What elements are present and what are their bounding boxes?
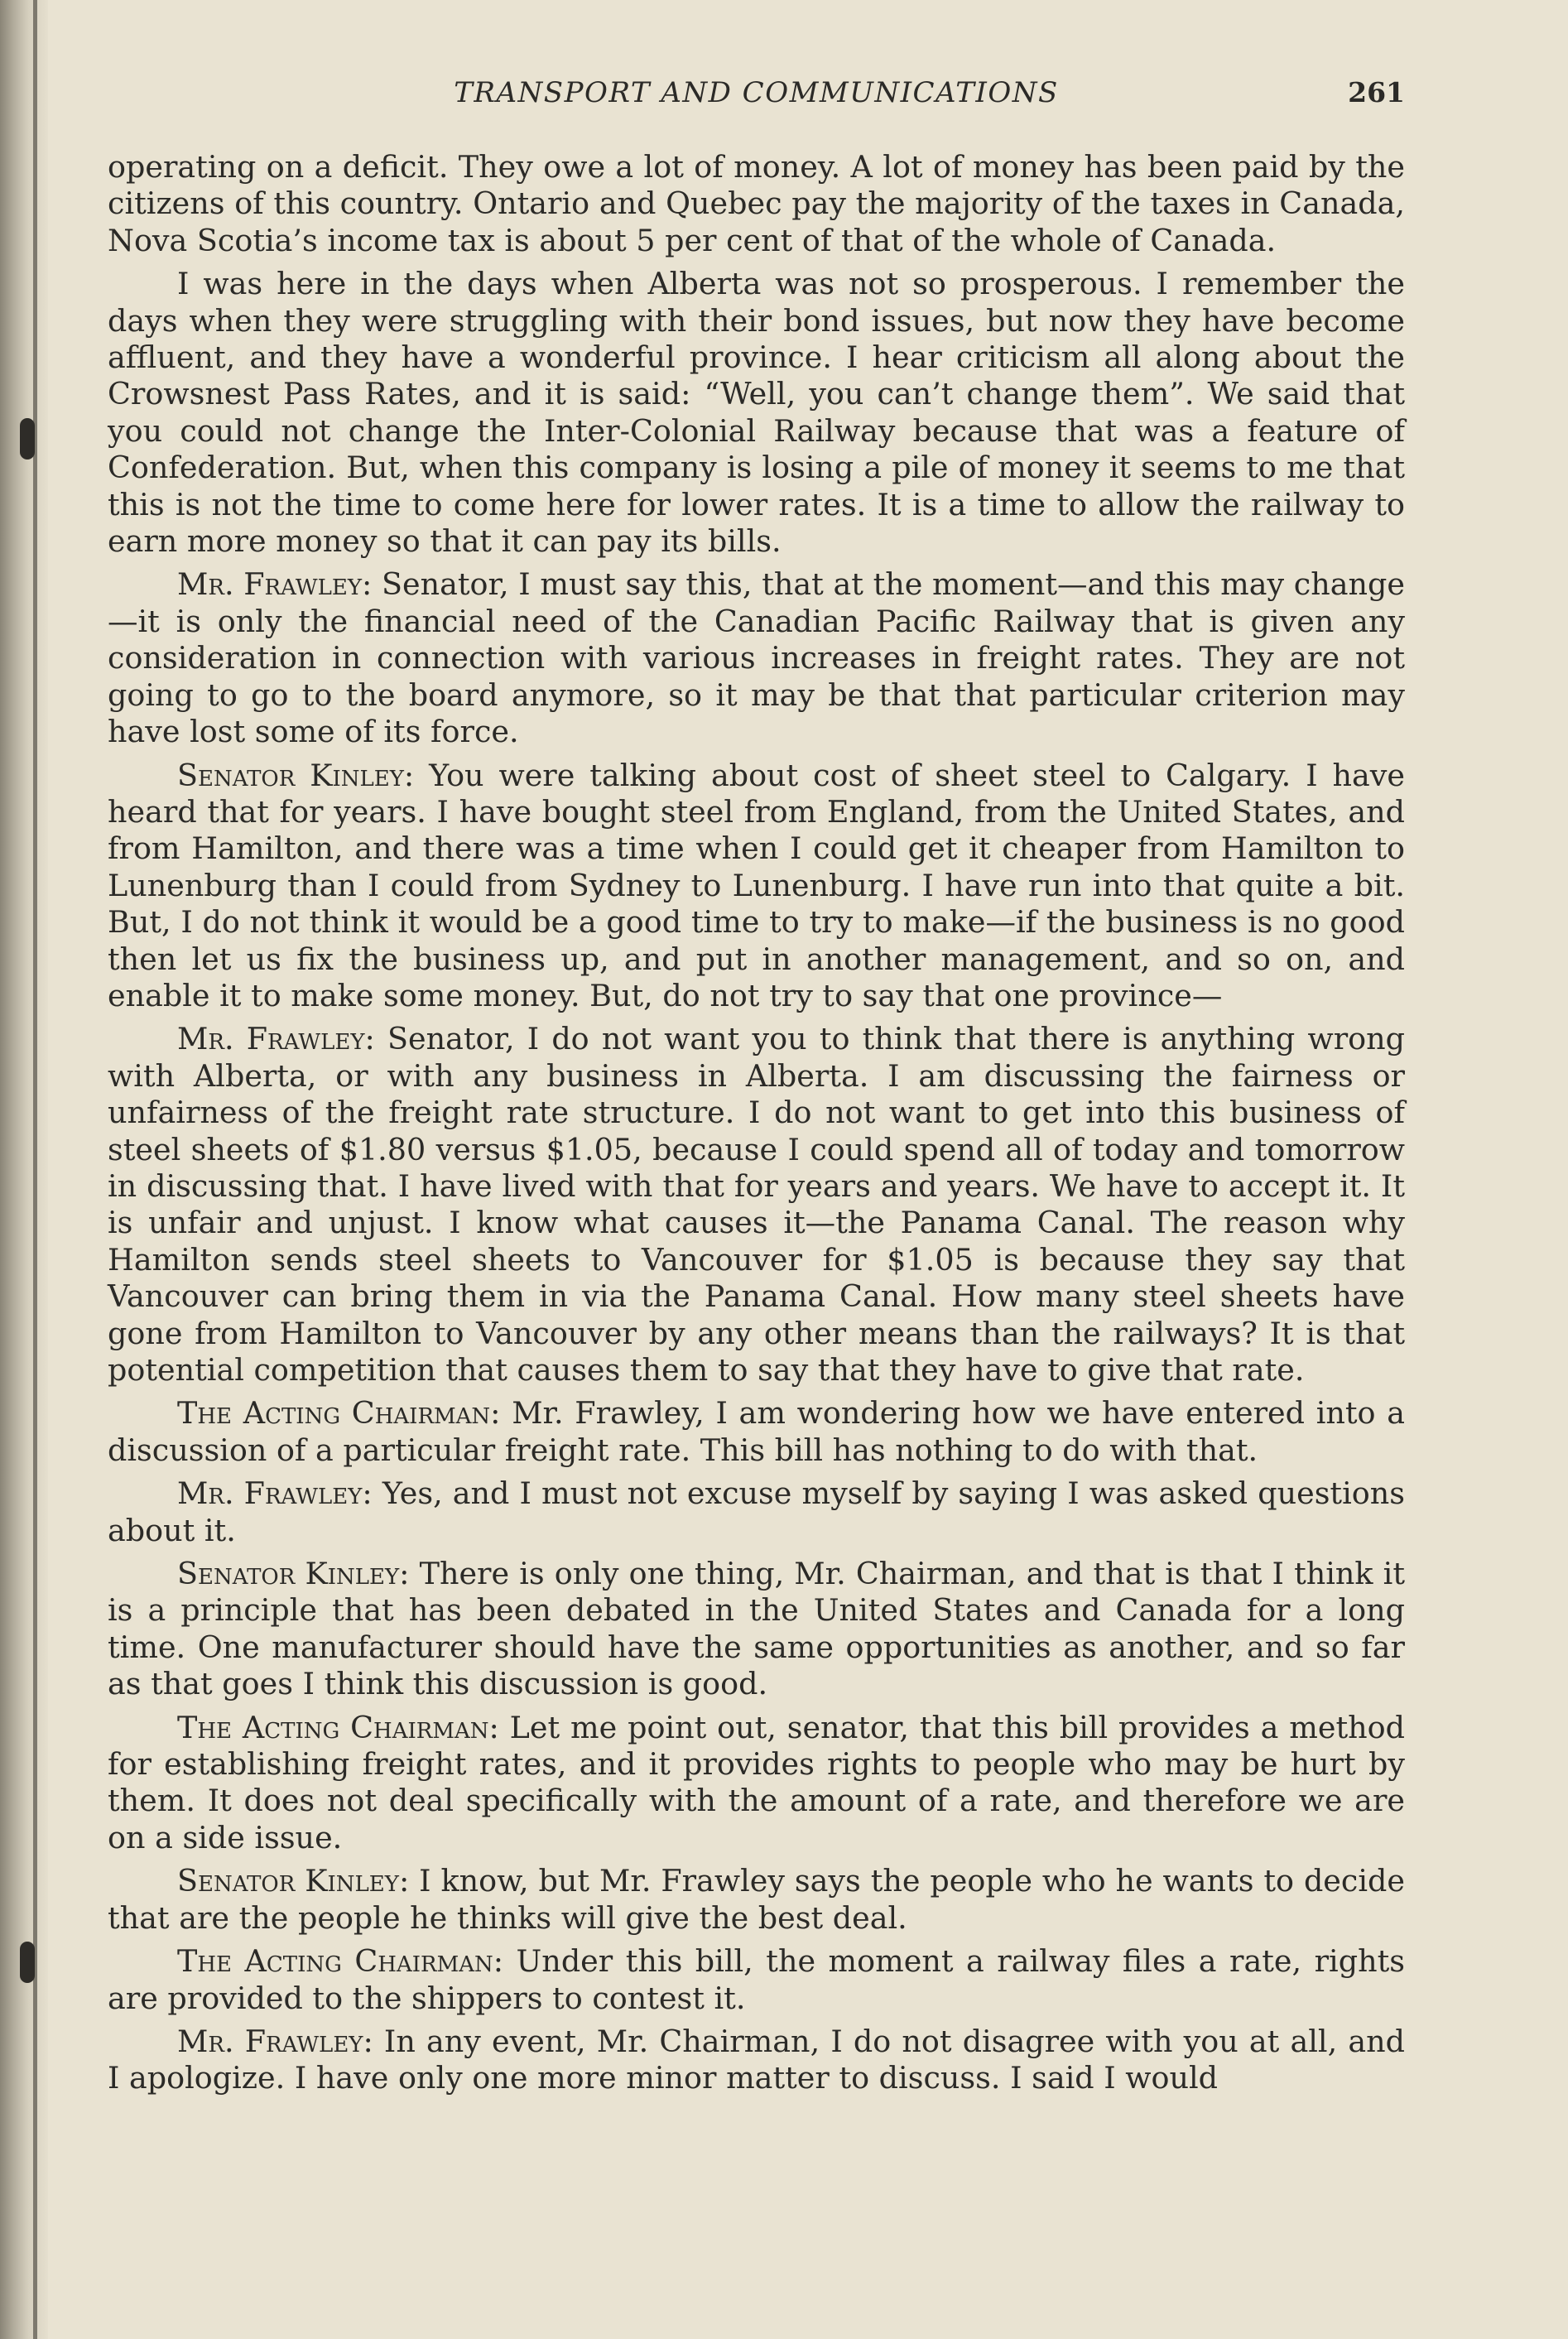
speaker-name: Senator Kinley: <box>177 757 415 793</box>
binding-hole-lower <box>20 1942 35 1983</box>
paragraph-text: Let me point out, senator, that this bill provides a method for establishing freight rates, and it provides rights to people who may be hurt by them. It does not deal specifically with the amount of a rate, and therefore we are on a side issue. <box>108 1709 1405 1855</box>
paragraph-text: Senator, I must say this, that at the moment—and this may change—it is only the financial need of the Canadian Pacific Railway that is given any consideration in connection with various increases in freight rates. They are not going to go to the board anymore, so it may be that that particular criterion may have lost some of its force. <box>108 566 1405 750</box>
paragraph-text: In any event, Mr. Chairman, I do not disagree with you at all, and I apologize. I have only one more minor matter to discuss. I said I would <box>108 2023 1405 2096</box>
running-header <box>108 76 1405 118</box>
book-binding-shadow <box>0 0 48 2339</box>
paragraph-text: Senator, I do not want you to think that there is anything wrong with Alberta, or with any business in Alberta. I am discussing the fairness or unfairness of the freight rate structure. I do not want to get into this business of steel sheets of $1.80 versus $1.05, because I could spend all of today and tomorrow in discussing that. I have lived with that for years and years. We have to accept it. It is unfair and unjust. I know what causes it—the Panama Canal. The reason why Hamilton sends steel sheets to Vancouver for $1.05 is because they say that Vancouver can bring them in via the Panama Canal. How many steel sheets have gone from Hamilton to Vancouver by any other means than the railways? It is that potential competition that causes them to say that they have to give that rate. <box>108 1021 1405 1388</box>
paragraph-text: You were talking about cost of sheet steel to Calgary. I have heard that for years. I have bought steel from England, from the United States, and from Hamilton, and there was a time when I could get it cheaper from Hamilton to Lunenburg than I could from Sydney to Lunenburg. I have run into that quite a bit. But, I do not think it would be a good time to try to make—if the business is no good then let us fix the business up, and put in another management, and so on, and enable it to make some money. But, do not try to say that one province— <box>108 757 1406 1013</box>
paragraph-7 <box>108 1475 1405 1549</box>
paragraph-10 <box>108 1863 1405 1937</box>
paragraph-2 <box>108 266 1405 560</box>
paragraph-3 <box>108 566 1405 750</box>
paragraph-5 <box>108 1021 1405 1388</box>
paragraph-8 <box>108 1556 1405 1703</box>
paragraph-1 <box>108 149 1405 259</box>
paragraph-6 <box>108 1395 1405 1469</box>
paragraph-text: I was here in the days when Alberta was not so prosperous. I remember the days when they were struggling with their bond issues, but now they have become affluent, and they have a wonderful province. I hear criticism all along about the Crowsnest Pass Rates, and it is said: “Well, you can’t change them”. We said that you could not change the Inter-Colonial Railway because that was a feature of Confederation. But, when this company is losing a pile of money it seems to me that this is not the time to come here for lower rates. It is a time to allow the railway to earn more money so that it can pay its bills. <box>108 266 1405 560</box>
paragraph-text: Yes, and I must not excuse myself by saying I was asked questions about it. <box>108 1475 1405 1548</box>
paragraph-11 <box>108 1943 1405 2017</box>
paragraph-12 <box>108 2024 1405 2097</box>
speaker-name: Senator Kinley: <box>177 1863 410 1899</box>
binding-hole-upper <box>20 418 35 460</box>
page-number: 261 <box>1348 76 1405 108</box>
paragraph-text: operating on a deficit. They owe a lot of money. A lot of money has been paid by the citizens of this country. Ontario and Quebec pay the majority of the taxes in Canada, Nova Scotia’s income tax is about 5 per cent of that of the whole of Canada. <box>108 149 1405 258</box>
header-title: TRANSPORT AND COMMUNICATIONS <box>454 76 1059 109</box>
body-text <box>108 149 1405 2097</box>
speaker-name: The Acting Chairman: <box>177 1395 501 1432</box>
document-page <box>108 76 1405 2104</box>
speaker-name: Mr. Frawley: <box>177 1475 373 1512</box>
speaker-name: Senator Kinley: <box>177 1556 410 1592</box>
paragraph-text: Mr. Frawley, I am wondering how we have entered into a discussion of a particular freight rate. This bill has nothing to do with that. <box>108 1395 1405 1468</box>
paragraph-4 <box>108 758 1405 1015</box>
paragraph-9 <box>108 1710 1405 1857</box>
speaker-name: The Acting Chairman: <box>177 1709 499 1745</box>
paragraph-text: I know, but Mr. Frawley says the people who he wants to decide that are the people he thinks will give the best deal. <box>108 1863 1405 1936</box>
paragraph-text: Under this bill, the moment a railway files a rate, rights are provided to the shippers to contest it. <box>108 1943 1405 2016</box>
speaker-name: Mr. Frawley: <box>177 566 373 603</box>
paragraph-text: There is only one thing, Mr. Chairman, and that is that I think it is a principle that has been debated in the United States and Canada for a long time. One manufacturer should have the same opportunities as another, and so far as that goes I think this discussion is good. <box>108 1556 1406 1702</box>
speaker-name: Mr. Frawley: <box>177 1021 375 1057</box>
binding-edge-line <box>33 0 37 2339</box>
speaker-name: The Acting Chairman: <box>177 1943 504 1980</box>
speaker-name: Mr. Frawley: <box>177 2023 373 2059</box>
